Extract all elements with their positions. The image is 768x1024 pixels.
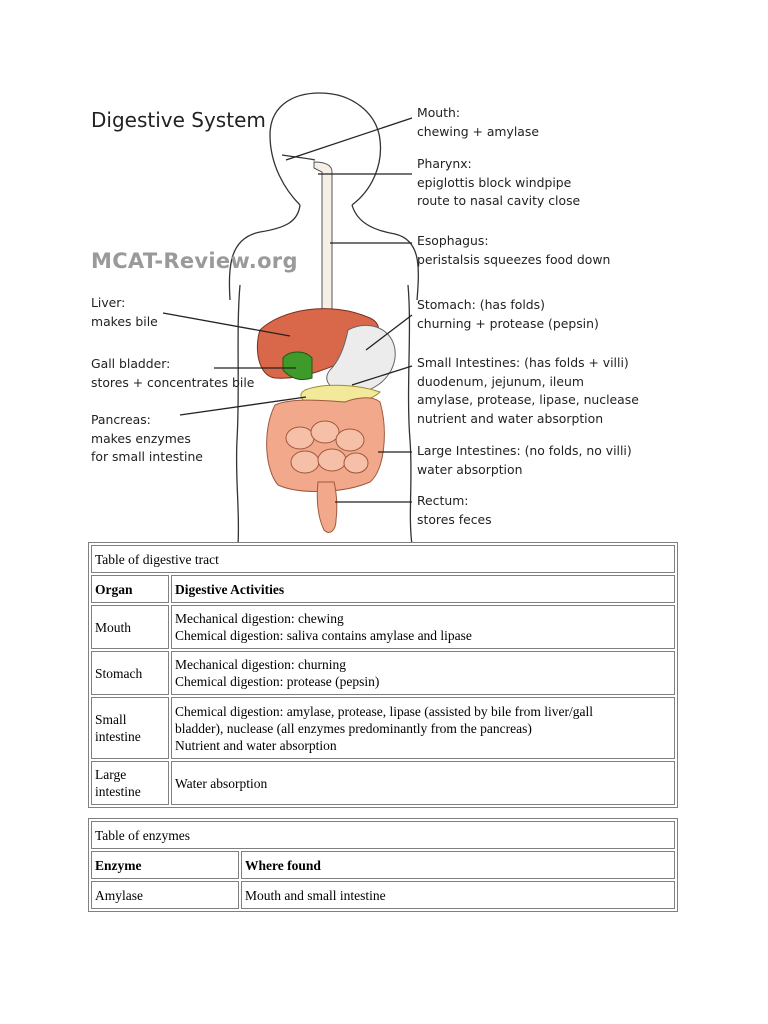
activities-cell: Chemical digestion: amylase, protease, lipase (assisted by bile from liver/gall bladder), nuclease (all enzymes predominantly from the pancreas) Nutrient and water absorption [171,697,675,759]
activities-cell: Mechanical digestion: churning Chemical digestion: protease (pepsin) [171,651,675,695]
label-gall-bladder: Gall bladder: stores + concentrates bile [91,356,255,390]
table-row [91,605,675,649]
table-caption: Table of digestive tract [91,545,675,573]
column-header-enzyme: Enzyme [91,851,239,879]
organ-cell: Small intestine [91,697,169,759]
table-row [91,881,675,909]
label-stomach: Stomach: (has folds) churning + protease (pepsin) [417,297,599,331]
watermark: MCAT-Review.org [91,249,298,273]
organ-cell: Mouth [91,605,169,649]
esophagus-shape [314,162,332,330]
table-caption-row [91,545,675,573]
digestive-tract-table [88,542,678,808]
enzyme-cell: Amylase [91,881,239,909]
table-row [91,761,675,805]
label-esophagus: Esophagus: peristalsis squeezes food down [417,233,611,267]
label-rectum: Rectum: stores feces [417,493,492,527]
organ-cell: Stomach [91,651,169,695]
where-found-cell: Mouth and small intestine [241,881,675,909]
diagram-title: Digestive System [91,108,266,132]
label-pharynx: Pharynx: epiglottis block windpipe route to nasal cavity close [417,156,581,208]
label-small-intestines: Small Intestines: (has folds + villi) duodenum, jejunum, ileum amylase, protease, lipase, nuclease nutrient and water absorption [417,355,639,426]
label-pancreas: Pancreas: makes enzymes for small intestine [91,412,203,464]
table-caption-row [91,821,675,849]
rectum-shape [317,482,337,532]
activities-cell: Mechanical digestion: chewing Chemical digestion: saliva contains amylase and lipase [171,605,675,649]
large-intestine-shape [267,398,385,492]
organ-cell: Large intestine [91,761,169,805]
table-caption: Table of enzymes [91,821,675,849]
table-row [91,697,675,759]
enzymes-table [88,818,678,912]
column-header-digestive-activities: Digestive Activities [171,575,675,603]
table-header-row [91,575,675,603]
table-header-row [91,851,675,879]
label-mouth: Mouth: chewing + amylase [417,105,539,139]
column-header-organ: Organ [91,575,169,603]
label-large-intestines: Large Intestines: (no folds, no villi) water absorption [417,443,632,477]
table-row [91,651,675,695]
column-header-where-found: Where found [241,851,675,879]
label-liver: Liver: makes bile [91,295,158,329]
activities-cell: Water absorption [171,761,675,805]
